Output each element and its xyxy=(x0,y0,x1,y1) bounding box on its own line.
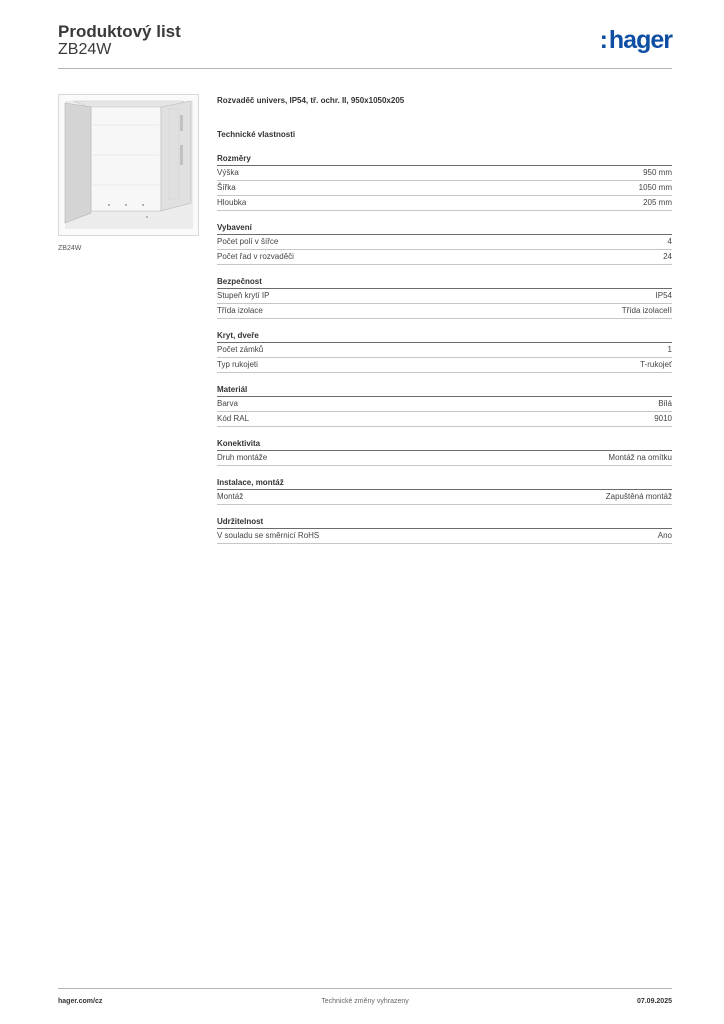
spec-row xyxy=(217,490,672,505)
footer-date: 07.09.2025 xyxy=(636,998,672,1005)
page-footer xyxy=(58,998,672,1010)
spec-label: Počet polí v šířce xyxy=(217,237,279,246)
section-connectivity xyxy=(217,438,672,466)
spec-row xyxy=(217,304,672,319)
section-title: Materiál xyxy=(217,384,672,397)
spec-label: Počet zámků xyxy=(217,345,264,354)
spec-row xyxy=(217,412,672,427)
section-title: Udržitelnost xyxy=(217,516,672,529)
spec-row xyxy=(217,166,672,181)
spec-value: Zapuštěná montáž xyxy=(605,492,672,501)
spec-row xyxy=(217,358,672,373)
product-photo-enclosure-icon xyxy=(59,95,198,235)
spec-row xyxy=(217,529,672,544)
spec-label: Hloubka xyxy=(217,198,247,207)
section-title: Konektivita xyxy=(217,438,672,451)
section-title: Kryt, dveře xyxy=(217,330,672,343)
spec-value: Třída izolaceII xyxy=(621,306,672,315)
section-equipment xyxy=(217,222,672,265)
spec-row xyxy=(217,196,672,211)
spec-value: Bílá xyxy=(658,399,672,408)
section-title: Bezpečnost xyxy=(217,276,672,289)
section-title: Instalace, montáž xyxy=(217,477,672,490)
spec-value: 950 mm xyxy=(643,168,672,177)
section-installation xyxy=(217,477,672,505)
section-sustainability xyxy=(217,516,672,544)
logo-dots-icon: : xyxy=(599,26,608,54)
product-code: ZB24W xyxy=(58,41,112,58)
spec-label: Výška xyxy=(217,168,239,177)
spec-label: V souladu se směrnicí RoHS xyxy=(217,531,320,540)
spec-value: 1 xyxy=(667,345,672,354)
spec-label: Typ rukojeti xyxy=(217,360,258,369)
footer-notice: Technické změny vyhrazeny xyxy=(321,998,409,1005)
spec-row xyxy=(217,451,672,466)
spec-value: IP54 xyxy=(655,291,672,300)
spec-row xyxy=(217,250,672,265)
footer-website-link[interactable]: hager.com/cz xyxy=(58,998,103,1005)
spec-label: Počet řad v rozvaděči xyxy=(217,252,294,261)
section-title: Vybavení xyxy=(217,222,672,235)
product-details xyxy=(217,96,672,544)
spec-value: Ano xyxy=(657,531,672,540)
spec-value: 9010 xyxy=(654,414,672,423)
image-caption: ZB24W xyxy=(58,245,82,252)
page-title: Produktový list xyxy=(58,22,181,41)
spec-value: T-rukojeť xyxy=(640,360,672,369)
spec-row xyxy=(217,181,672,196)
spec-label: Kód RAL xyxy=(217,414,250,423)
page-header xyxy=(58,20,672,68)
product-image xyxy=(58,94,199,236)
spec-label: Montáž xyxy=(217,492,244,501)
spec-row xyxy=(217,343,672,358)
section-dimensions xyxy=(217,153,672,211)
spec-label: Druh montáže xyxy=(217,453,268,462)
spec-label: Barva xyxy=(217,399,238,408)
spec-value: 24 xyxy=(663,252,672,261)
spec-row xyxy=(217,397,672,412)
spec-row xyxy=(217,235,672,250)
section-material xyxy=(217,384,672,427)
spec-value: 205 mm xyxy=(643,198,672,207)
header-divider xyxy=(58,68,672,69)
section-safety xyxy=(217,276,672,319)
spec-value: 4 xyxy=(667,237,672,246)
spec-value: 1050 mm xyxy=(638,183,672,192)
section-title: Rozměry xyxy=(217,153,672,166)
logo-text: hager xyxy=(608,26,672,54)
hager-logo xyxy=(600,26,672,55)
spec-label: Šířka xyxy=(217,183,236,192)
technical-properties-heading: Technické vlastnosti xyxy=(217,130,296,139)
spec-label: Třída izolace xyxy=(217,306,263,315)
section-cover-doors xyxy=(217,330,672,373)
product-description: Rozvaděč univers, IP54, tř. ochr. II, 950x1050x205 xyxy=(217,96,405,105)
spec-value: Montáž na omítku xyxy=(608,453,672,462)
footer-divider xyxy=(58,988,672,989)
spec-label: Stupeň krytí IP xyxy=(217,291,270,300)
spec-row xyxy=(217,289,672,304)
